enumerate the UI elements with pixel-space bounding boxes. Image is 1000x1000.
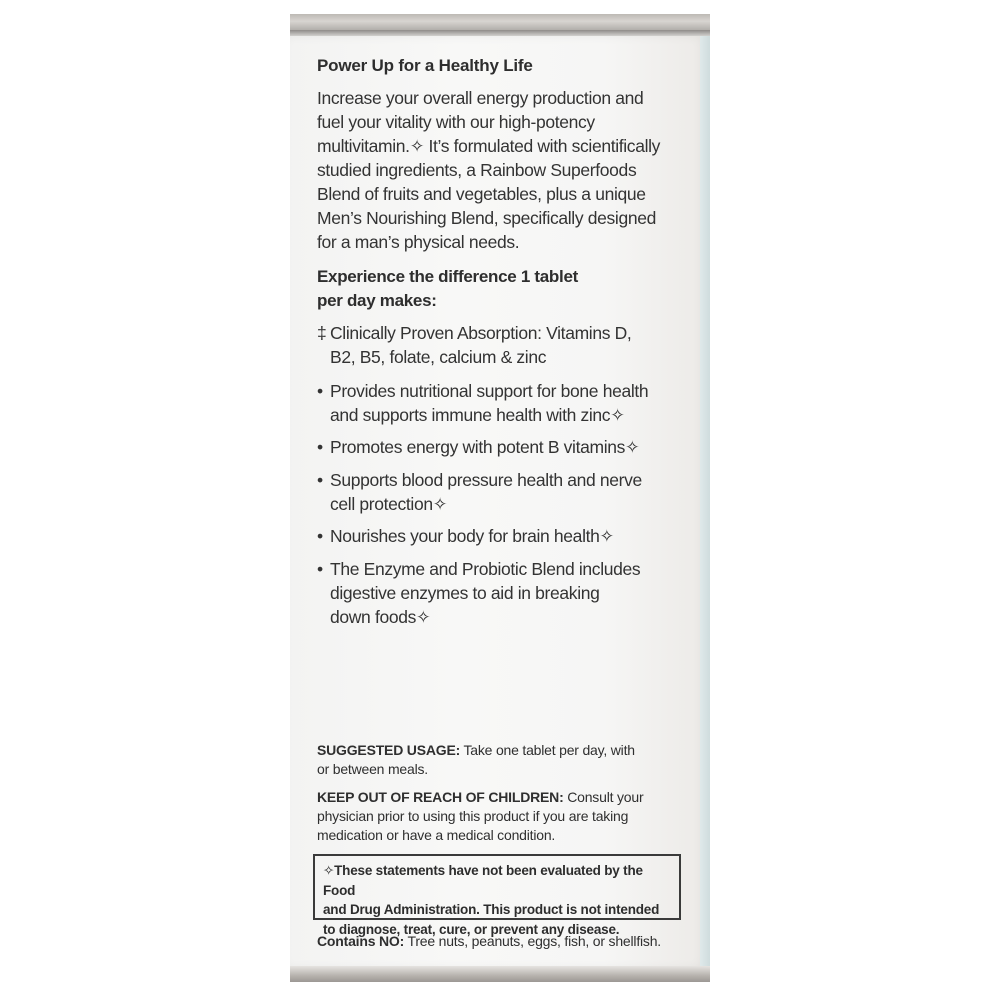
intro-line: Blend of fruits and vegetables, plus a unique [317, 184, 646, 204]
allergen-statement [317, 932, 707, 950]
intro-line: fuel your vitality with our high-potency [317, 112, 595, 132]
benefit-line: Supports blood pressure health and nerve [330, 470, 642, 490]
fda-disclaimer-box [313, 854, 681, 937]
benefit-item [317, 435, 702, 459]
benefit-item [317, 557, 702, 629]
intro-paragraph [317, 86, 697, 254]
benefit-line: Promotes energy with potent B vitamins✧ [330, 437, 640, 457]
allergen-label: Contains NO: [317, 933, 405, 949]
children-warning-text: physician prior to using this product if you are taking [317, 808, 629, 824]
fda-disclaimer-line: and Drug Administration. This product is not intended [323, 902, 660, 917]
bullet-icon: • [317, 526, 323, 546]
benefit-item [317, 468, 702, 516]
benefit-line: down foods✧ [330, 607, 431, 627]
benefit-line: Provides nutritional support for bone health [330, 381, 649, 401]
benefit-line: cell protection✧ [330, 494, 448, 514]
bullet-icon: • [317, 559, 323, 579]
bullet-icon: • [317, 381, 323, 401]
suggested-usage-text: Take one tablet per day, with [460, 742, 635, 758]
fda-disclaimer-line: to diagnose, treat, cure, or prevent any disease. [323, 921, 620, 937]
bullet-icon: • [317, 470, 323, 490]
benefit-line: B2, B5, folate, calcium & zinc [330, 347, 547, 367]
intro-line: multivitamin.✧ It’s formulated with scientifically [317, 136, 661, 156]
suggested-usage-label: SUGGESTED USAGE: [317, 742, 461, 758]
children-warning [317, 788, 677, 845]
experience-heading-line: per day makes: [317, 291, 437, 310]
children-warning-label: KEEP OUT OF REACH OF CHILDREN: [317, 789, 564, 805]
main-heading: Power Up for a Healthy Life [317, 56, 533, 75]
box-bottom-edge [290, 966, 710, 982]
allergen-text: Tree nuts, peanuts, eggs, fish, or shellfish. [404, 933, 661, 949]
experience-heading [317, 265, 657, 313]
intro-line: Increase your overall energy production and [317, 88, 644, 108]
double-dagger-icon: ‡ [317, 323, 327, 343]
benefit-line: digestive enzymes to aid in breaking [330, 583, 600, 603]
benefit-line: The Enzyme and Probiotic Blend includes [330, 559, 641, 579]
bullet-icon: • [317, 437, 323, 457]
benefit-line: and supports immune health with zinc✧ [330, 405, 625, 425]
suggested-usage-text: or between meals. [317, 761, 428, 777]
intro-line: for a man’s physical needs. [317, 232, 520, 252]
intro-line: Men’s Nourishing Blend, specifically designed [317, 208, 656, 228]
benefit-item [317, 379, 702, 427]
intro-line: studied ingredients, a Rainbow Superfoods [317, 160, 637, 180]
experience-heading-line: Experience the difference 1 tablet [317, 267, 578, 286]
children-warning-text: Consult your [563, 789, 644, 805]
fda-disclaimer-line: ✧These statements have not been evaluated by the Food [323, 863, 643, 898]
benefit-item [317, 524, 702, 548]
benefit-line: Clinically Proven Absorption: Vitamins D, [330, 323, 632, 343]
children-warning-text: medication or have a medical condition. [317, 827, 556, 843]
benefit-item [317, 321, 702, 369]
benefit-line: Nourishes your body for brain health✧ [330, 526, 614, 546]
suggested-usage [317, 741, 677, 779]
